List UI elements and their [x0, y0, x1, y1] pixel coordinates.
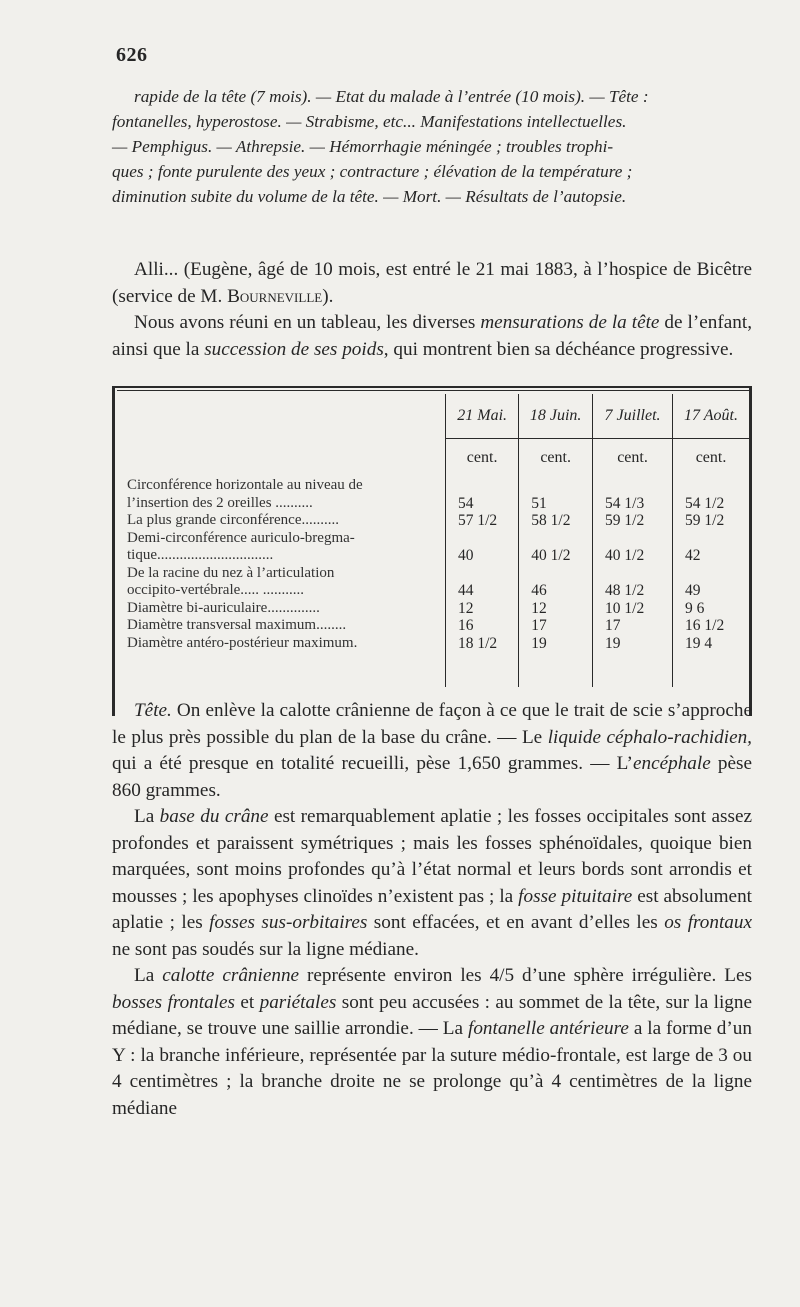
table-cell: 19 [593, 635, 673, 687]
author-name: Bourneville [227, 285, 323, 307]
table-cell: 17 [519, 617, 593, 635]
row-label: La plus grande circonférence.......... [127, 512, 339, 528]
column-header-date: 21 Mai. [446, 394, 519, 439]
body-paragraph: La base du crâne est remarquablement aplatie ; les fosses occipitales sont assez profondes et paraissent symétriques ; mais les fosses sphénoïdales, quoique bien marquées, sont moins profondes qu’à l’état normal et leurs bords sont arrondis et mousses ; les apophyses clinoïdes n’existent pas ; la fosse pituitaire est absolument aplatie ; les fosses sus-orbitaires sont effacées, et en avant d’elles les os frontaux ne sont pas soudés sur la ligne médiane. [112, 806, 753, 960]
table-cell: 12 [519, 600, 593, 618]
page-number: 626 [116, 44, 148, 66]
intro-text [112, 257, 752, 363]
table-cell: 40 1/2 [593, 530, 673, 565]
table-cell: 16 1/2 [673, 617, 749, 635]
table-cell: 54 [446, 477, 519, 512]
row-label: Demi-circonférence auriculo-bregma- tique............................... [127, 529, 355, 563]
chapter-summary [112, 84, 752, 209]
column-header-date: 17 Août. [673, 394, 749, 439]
unit-label: cent. [519, 439, 593, 478]
table-cell: 19 4 [673, 635, 749, 687]
table-cell: 40 [446, 530, 519, 565]
table-row [121, 477, 749, 512]
table-cell: 59 1/2 [673, 512, 749, 530]
column-header-date: 18 Juin. [519, 394, 593, 439]
unit-label: cent. [673, 439, 749, 478]
table-cell: 51 [519, 477, 593, 512]
table-row [121, 530, 749, 565]
summary-line: diminution subite du volume de la tête. — Mort. — Résultats de l’autopsie. [112, 187, 627, 206]
intro-paragraph: Alli... (Eugène, âgé de 10 mois, est entré le 21 mai 1883, à l’hospice de Bicêtre (service de M. Bourneville). [112, 259, 752, 307]
table-header-row [121, 394, 749, 439]
table-cell: 58 1/2 [519, 512, 593, 530]
unit-label: cent. [593, 439, 673, 478]
summary-line: fontanelles, hyperostose. — Strabisme, etc... Manifestations intellectuelles. [112, 112, 627, 131]
table-cell: 40 1/2 [519, 530, 593, 565]
row-label: Diamètre bi-auriculaire.............. [127, 599, 320, 616]
column-header-date: 7 Juillet. [593, 394, 673, 439]
table-cell: 16 [446, 617, 519, 635]
summary-line: rapide de la tête (7 mois). — Etat du malade à l’entrée (10 mois). — Tête : [134, 87, 649, 106]
table-cell: 46 [519, 565, 593, 600]
table-cell: 48 1/2 [593, 565, 673, 600]
row-label: Diamètre transversal maximum........ [127, 617, 347, 633]
table-cell: 12 [446, 600, 519, 618]
autopsy-text [112, 698, 752, 1122]
intro-paragraph: Nous avons réuni en un tableau, les diverses mensurations de la tête de l’enfant, ainsi que la succession de ses poids, qui montrent bien sa déchéance progressive. [112, 312, 752, 360]
row-label: Diamètre antéro-postérieur maximum. [127, 634, 358, 651]
table-cell: 19 [519, 635, 593, 687]
table-cell: 9 6 [673, 600, 749, 618]
summary-line: ques ; fonte purulente des yeux ; contracture ; élévation de la température ; [112, 162, 633, 181]
measurements-table-frame [112, 386, 752, 716]
table-cell: 59 1/2 [593, 512, 673, 530]
measurements-table [121, 394, 749, 687]
body-paragraph: Tête. On enlève la calotte crânienne de façon à ce que le trait de scie s’approche le plus près possible du plan de la base du crâne. — Le liquide céphalo-rachidien, qui a été presque en totalité recueilli, pèse 1,650 grammes. — L’encéphale pèse 860 grammes. [112, 700, 753, 801]
table-cell: 18 1/2 [446, 635, 519, 687]
table-cell: 54 1/2 [673, 477, 749, 512]
table-row [121, 512, 749, 530]
table-cell: 17 [593, 617, 673, 635]
table-row [121, 617, 749, 635]
row-label: Circonférence horizontale au niveau de l’insertion des 2 oreilles .......... [127, 477, 363, 511]
table-row [121, 600, 749, 618]
table-cell: 10 1/2 [593, 600, 673, 618]
unit-row [121, 439, 749, 478]
body-paragraph: La calotte crânienne représente environ les 4/5 d’une sphère irrégulière. Les bosses frontales et pariétales sont peu accusées : au sommet de la tête, sur la ligne médiane, se trouve une saillie arrondie. — La fontanelle antérieure a la forme d’un Y : la branche inférieure, représentée par la suture médio-frontale, est large de 3 ou 4 centimètres ; la branche droite ne se prolonge qu’à 4 centimètres de la ligne médiane [112, 965, 752, 1119]
unit-label: cent. [446, 439, 519, 478]
row-label: De la racine du nez à l’articulation occipito-vertébrale..... ........... [127, 564, 335, 598]
table-row [121, 635, 749, 687]
table-cell: 49 [673, 565, 749, 600]
summary-line: — Pemphigus. — Athrepsie. — Hémorrhagie méningée ; troubles trophi- [112, 137, 614, 156]
table-row [121, 565, 749, 600]
table-cell: 44 [446, 565, 519, 600]
table-cell: 54 1/3 [593, 477, 673, 512]
table-cell: 57 1/2 [446, 512, 519, 530]
table-cell: 42 [673, 530, 749, 565]
